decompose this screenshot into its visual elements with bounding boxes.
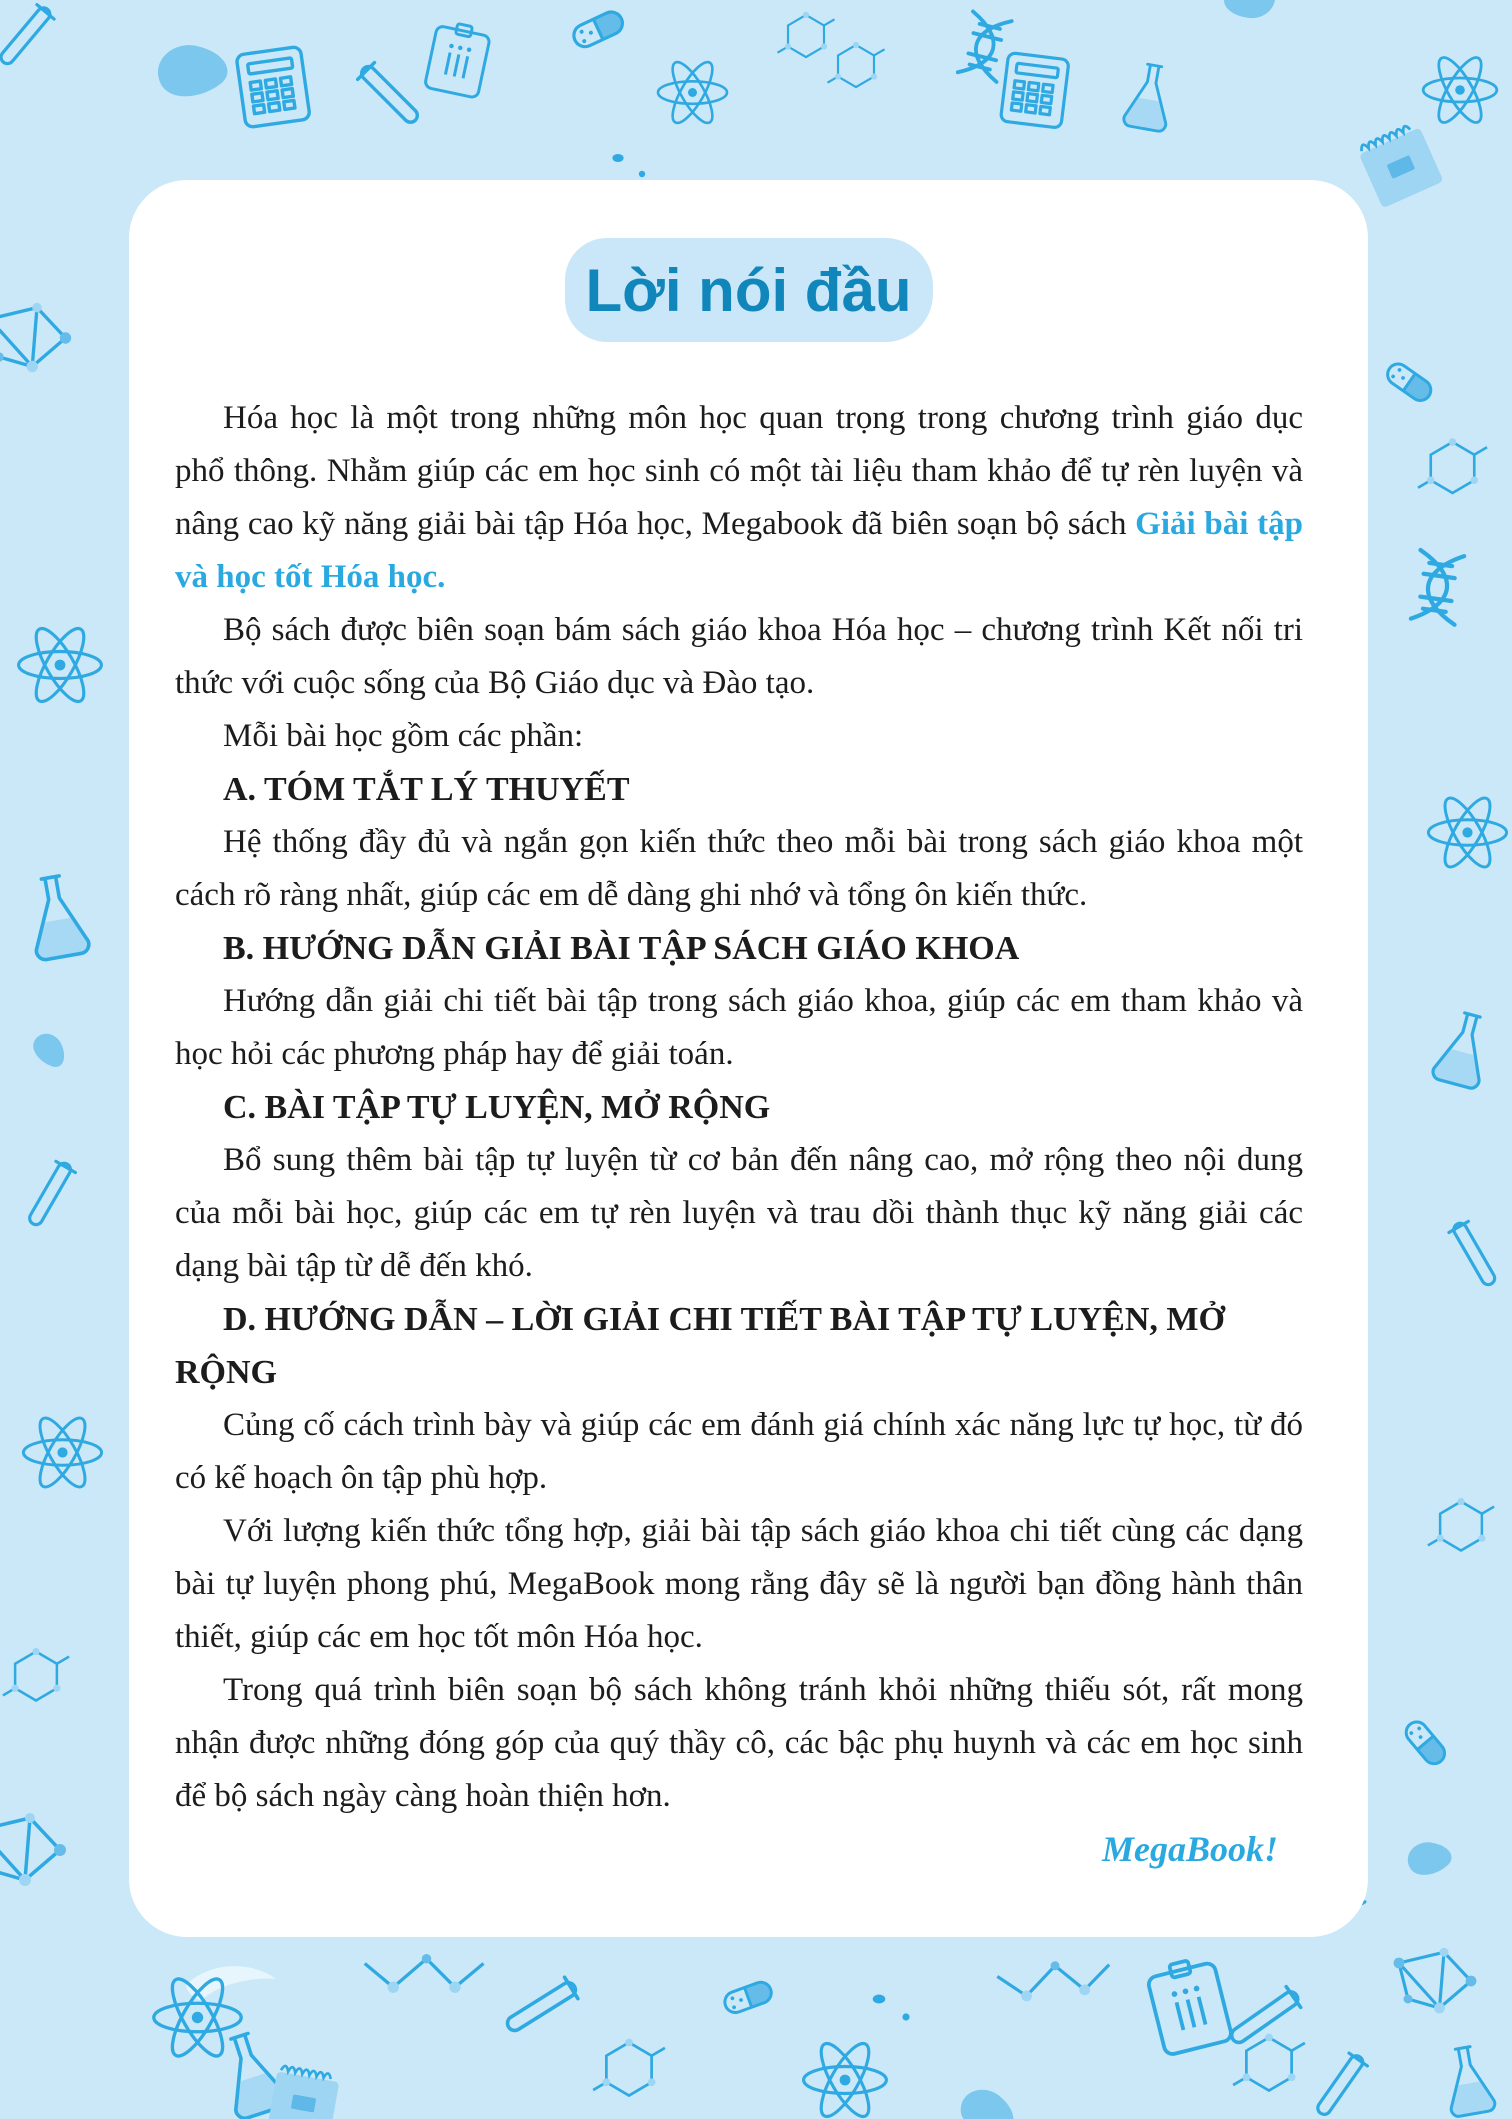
clipboard-icon bbox=[1145, 1954, 1233, 2055]
speck-dots bbox=[873, 1995, 910, 2021]
capsule-icon bbox=[1384, 360, 1435, 405]
calculator-icon bbox=[1000, 53, 1069, 129]
test-tube-icon bbox=[355, 60, 424, 129]
test-tube-icon bbox=[502, 1975, 581, 2037]
dna-icon bbox=[958, 11, 1012, 81]
blob-icon bbox=[152, 36, 232, 103]
capsule-icon bbox=[570, 8, 626, 50]
atom-icon bbox=[1428, 792, 1506, 872]
preface-card bbox=[129, 180, 1368, 1937]
page-title: Lời nói đầu bbox=[585, 256, 912, 324]
section-b-heading: B. HƯỚNG DẪN GIẢI BÀI TẬP SÁCH GIÁO KHOA bbox=[223, 930, 1020, 967]
paragraph-intro bbox=[175, 392, 1303, 604]
paragraph-lesson-parts: Mỗi bài học gồm các phần: bbox=[223, 718, 584, 754]
paragraph-source: Bộ sách được biên soạn bám sách giáo khoa Hóa học – chương trình Kết nối tri thức với cuộc sống của Bộ Giáo dục và Đào tạo. bbox=[175, 612, 1303, 701]
benzene-ring-icon bbox=[3, 1648, 69, 1701]
benzene-ring-icon bbox=[1428, 1498, 1494, 1551]
paragraph-intro-text: Hóa học là một trong những môn học quan trọng trong chương trình giáo dục phổ thông. Nhằm giúp các em học sinh có một tài liệu tham khảo để tự rèn luyện và nâng cao kỹ năng giải bài tập Hóa học, Megabook đã biên soạn bộ sách bbox=[175, 400, 1303, 542]
title-badge bbox=[565, 238, 933, 342]
benzene-ring-icon bbox=[593, 2039, 665, 2096]
benzene-ring-icon bbox=[827, 42, 884, 87]
section-b bbox=[175, 922, 1303, 1081]
clipboard-icon bbox=[424, 20, 491, 99]
molecule-network-icon bbox=[0, 303, 71, 372]
paragraph-hope: Với lượng kiến thức tổng hợp, giải bài tập sách giáo khoa chi tiết cùng các dạng bài tự luyện phong phú, MegaBook mong rằng đây sẽ là người bạn đồng hành thân thiết, giúp các em học tốt môn Hóa học. bbox=[175, 1513, 1303, 1655]
spiral-notebook-icon bbox=[268, 2065, 341, 2119]
atom-icon bbox=[658, 57, 727, 128]
section-a-body: Hệ thống đầy đủ và ngắn gọn kiến thức theo mỗi bài trong sách giáo khoa một cách rõ ràng nhất, giúp các em dễ dàng ghi nhớ và tổng ôn kiến thức. bbox=[175, 824, 1303, 913]
flask-icon bbox=[1123, 62, 1176, 132]
flask-icon bbox=[24, 873, 90, 961]
test-tube-icon bbox=[1447, 1219, 1501, 1290]
flask-icon bbox=[1441, 2044, 1496, 2117]
capsule-icon bbox=[1402, 1718, 1449, 1768]
section-a-heading: A. TÓM TẮT LÝ THUYẾT bbox=[223, 771, 630, 808]
section-c-heading: C. BÀI TẬP TỰ LUYỆN, MỞ RỘNG bbox=[223, 1089, 771, 1126]
flask-icon bbox=[1431, 1009, 1495, 1090]
preface-text bbox=[175, 392, 1303, 1876]
section-d bbox=[175, 1293, 1303, 1505]
benzene-ring-icon bbox=[1418, 438, 1487, 493]
test-tube-icon bbox=[0, 2, 56, 69]
molecule-chain-icon bbox=[996, 1956, 1112, 2004]
spiral-notebook-icon bbox=[1356, 121, 1444, 208]
book-series-title: Giải bài tập và học tốt Hóa học. bbox=[175, 506, 1303, 595]
test-tube-icon bbox=[1311, 2050, 1369, 2119]
blob-icon bbox=[27, 1028, 72, 1072]
molecule-chain-icon bbox=[365, 1954, 484, 1993]
atom-icon bbox=[23, 1412, 101, 1492]
atom-icon bbox=[1423, 52, 1497, 128]
publisher-signature: MegaBook! bbox=[1101, 1829, 1278, 1869]
benzene-ring-icon bbox=[777, 12, 834, 57]
section-b-body: Hướng dẫn giải chi tiết bài tập trong sách giáo khoa, giúp các em tham khảo và học hỏi các phương pháp hay để giải toán. bbox=[175, 983, 1303, 1072]
section-d-body: Củng cố cách trình bày và giúp các em đánh giá chính xác năng lực tự học, từ đó có kế hoạch ôn tập phù hợp. bbox=[175, 1407, 1303, 1496]
blob-icon bbox=[957, 2086, 1019, 2119]
section-a bbox=[175, 763, 1303, 922]
atom-icon bbox=[19, 622, 102, 707]
capsule-icon bbox=[722, 1979, 774, 2015]
calculator-icon bbox=[236, 46, 310, 127]
paragraph-feedback: Trong quá trình biên soạn bộ sách không tránh khỏi những thiếu sót, rất mong nhận được những đóng góp của quý thầy cô, các bậc phụ huynh và các em học sinh để bộ sách ngày càng hoàn thiện hơn. bbox=[175, 1672, 1303, 1814]
section-d-heading: D. HƯỚNG DẪN – LỜI GIẢI CHI TIẾT BÀI TẬP TỰ LUYỆN, MỞ RỘNG bbox=[175, 1301, 1225, 1391]
section-c bbox=[175, 1081, 1303, 1293]
blob-icon bbox=[1403, 1835, 1455, 1880]
molecule-network-icon bbox=[0, 1813, 66, 1886]
section-c-body: Bổ sung thêm bài tập tự luyện từ cơ bản đến nâng cao, mở rộng theo nội dung của mỗi bài học, giúp các em tự rèn luyện và trau dồi thành thục kỹ năng giải các dạng bài tập từ dễ đến khó. bbox=[175, 1142, 1303, 1284]
speck-dots bbox=[612, 154, 645, 177]
dna-icon bbox=[1411, 550, 1464, 625]
test-tube-icon bbox=[23, 1159, 77, 1230]
molecule-network-icon bbox=[1394, 1948, 1477, 2014]
blob-icon bbox=[1220, 0, 1281, 27]
atom-icon bbox=[804, 2037, 887, 2119]
